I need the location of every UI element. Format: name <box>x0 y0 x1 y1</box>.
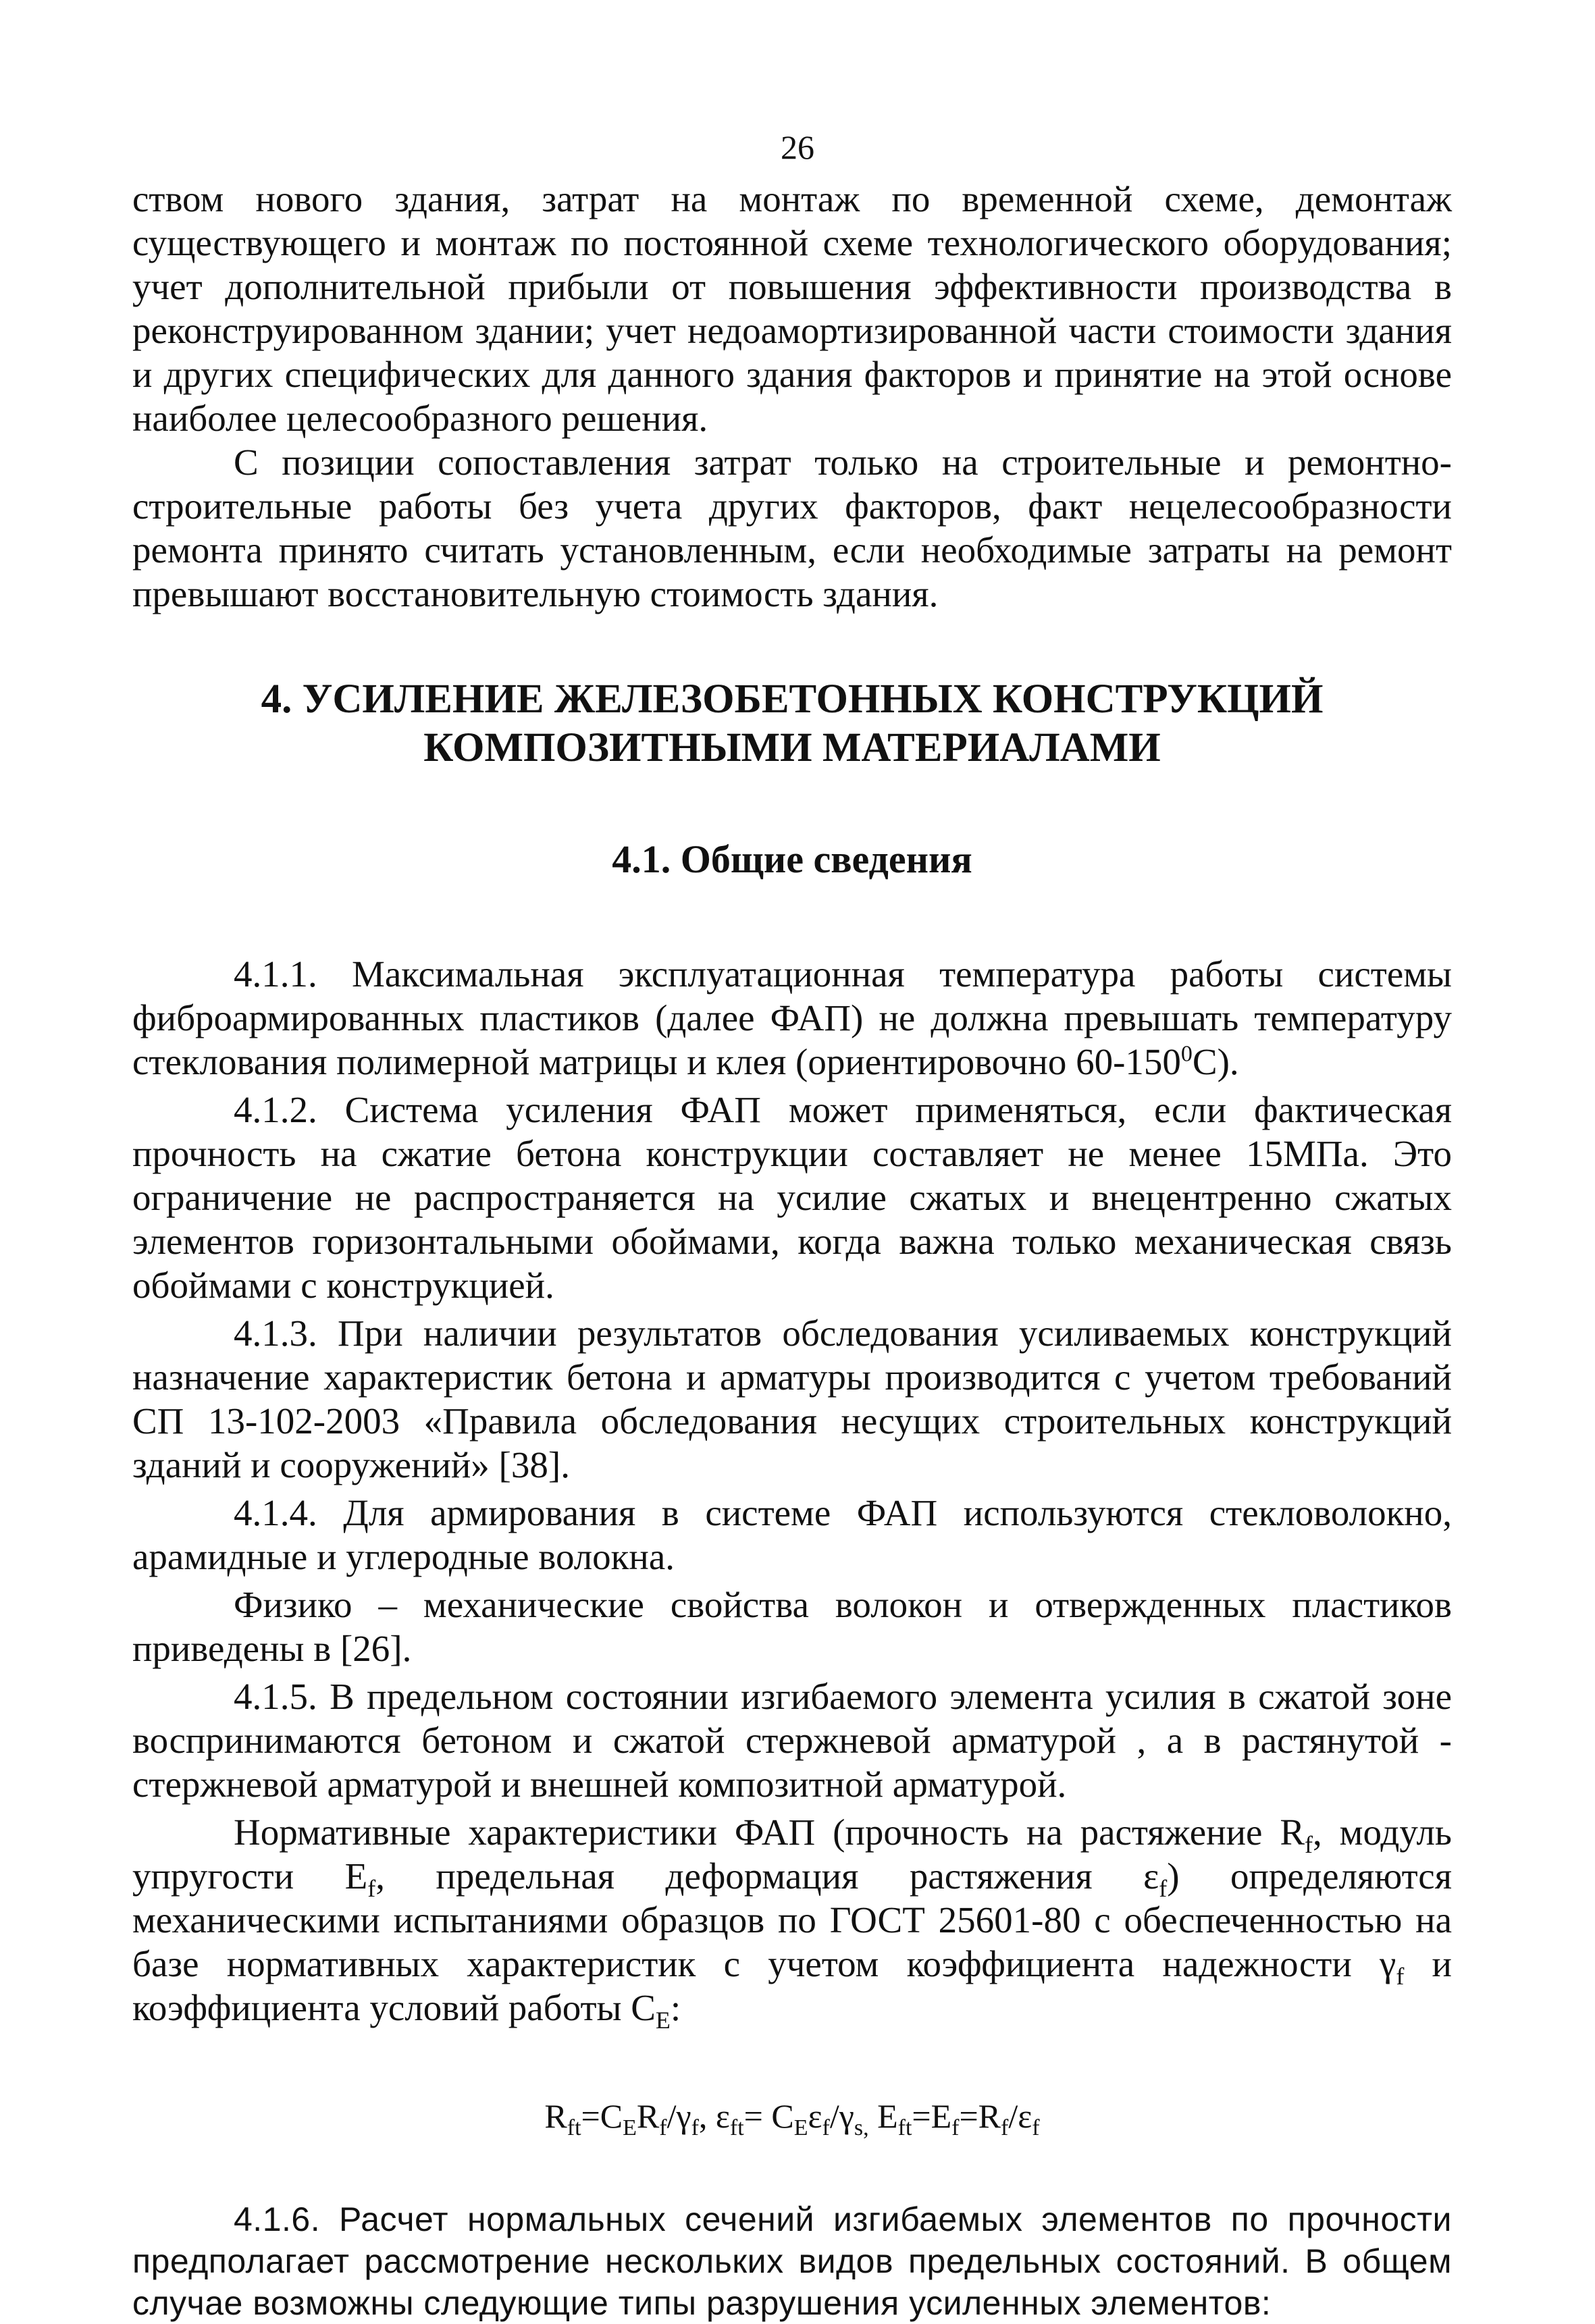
section-title-line-1: 4. УСИЛЕНИЕ ЖЕЛЕЗОБЕТОННЫХ КОНСТРУКЦИЙ <box>261 677 1324 722</box>
section-title <box>132 675 1452 772</box>
paragraph-4-1-1: 4.1.1. Максимальная эксплуатационная температура работы системы фиброармированных пластиков (далее ФАП) не должна превышать температуру стеклования полимерной матрицы и клея (ориентировочно $60-150^0С$). <box>132 953 1452 1082</box>
section-title-line-2: КОМПОЗИТНЫМИ МАТЕРИАЛАМИ <box>423 725 1161 770</box>
subsection-title: 4.1. Общие сведения <box>612 837 972 881</box>
paragraph-properties-reference: Физико – механические свойства волокон и отвержденных пластиков приведены в [26]. <box>132 1584 1452 1669</box>
paragraph-4-1-2: 4.1.2. Система усиления ФАП может применяться, если фактическая прочность на сжатие бетона конструкции составляет не менее 15МПа. Это ограничение не распространяется на усилие сжатых и внецентренно сжатых элементов горизонтальными обоймами, когда важна только механическая связь обоймами с конструкцией. <box>132 1089 1452 1306</box>
paragraph-4-1-3: 4.1.3. При наличии результатов обследования усиливаемых конструкций назначение характеристик бетона и арматуры производится с учетом требований СП 13-102-2003 «Правила обследования несущих строительных конструкций зданий и сооружений» [38]. <box>132 1313 1452 1485</box>
paragraph-normative-characteristics: Нормативные характеристики ФАП (прочность на растяжение $R_f$, модуль упругости $E_f$, предельная деформация растяжения $\varepsilon_f$) определяются механическими испытаниями образцов по ГОСТ 25601-80 с обеспеченностью на базе нормативных характеристик с учетом коэффициента надежности $\gamma_f$ и коэффициента условий работы $C_E$: <box>132 1812 1453 2034</box>
page-body <box>132 177 1452 2324</box>
paragraph-cost-comparison: С позиции сопоставления затрат только на строительные и ремонтно-строительные работы без учета других факторов, факт нецелесообразности ремонта принято считать установленным, если необходимые затраты на ремонт превышают восстановительную стоимость здания. <box>132 442 1452 614</box>
paragraph-4-1-5: 4.1.5. В предельном состоянии изгибаемого элемента усилия в сжатой зоне воспринимаются бетоном и сжатой стержневой арматурой , а в растянутой - стержневой арматурой и внешней композитной арматурой. <box>132 1676 1452 1805</box>
page-number: 26 <box>781 128 814 166</box>
formula-design-characteristics: $R_{ft}=C_ER_f/\gamma_f$, $\varepsilon_{ft}= C_E\varepsilon_f/\gamma_{s,}$ $E_{ft}=E_f=R_f/\varepsilon_f$ <box>544 2097 1040 2140</box>
paragraph-4-1-6: 4.1.6. Расчет нормальных сечений изгибаемых элементов по прочности предполагает рассмотрение нескольких видов предельных состояний. В общем случае возможны следующие типы разрушения усиленных элементов: <box>132 2200 1452 2322</box>
paragraph-4-1-4: 4.1.4. Для армирования в системе ФАП используются стекловолокно, арамидные и углеродные волокна. <box>132 1492 1452 1577</box>
paragraph-continuation: ством нового здания, затрат на монтаж по временной схеме, демонтаж существующего и монтаж по постоянной схеме технологического оборудования; учет дополнительной прибыли от повышения эффективности производства в реконструированном здании; учет недоамортизированной части стоимости здания и других специфических для данного здания факторов и принятие на этой основе наиболее целесообразного решения. <box>132 178 1452 439</box>
